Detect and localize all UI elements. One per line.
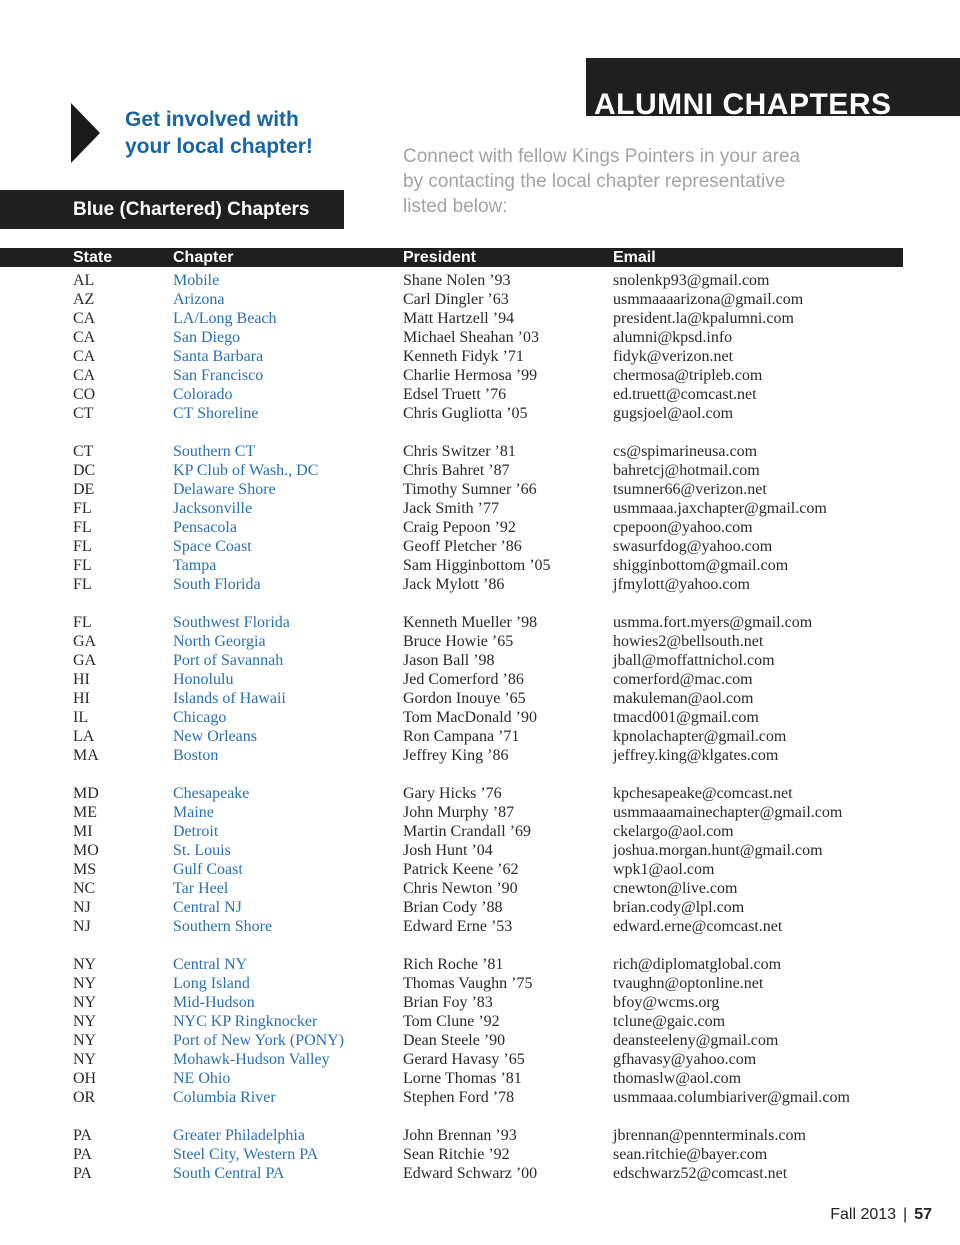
email-link[interactable]: wpk1@aol.com: [613, 861, 715, 878]
state-cell: HI: [73, 671, 90, 688]
email-link[interactable]: makuleman@aol.com: [613, 690, 754, 707]
chapter-link[interactable]: Colorado: [173, 386, 233, 403]
table-row: [0, 518, 960, 537]
email-link[interactable]: usmma.fort.myers@gmail.com: [613, 614, 813, 631]
table-row: [0, 1031, 960, 1050]
table-row: [0, 879, 960, 898]
state-cell: FL: [73, 538, 92, 555]
table-row: [0, 1145, 960, 1164]
table-row: [0, 328, 960, 347]
state-cell: PA: [73, 1146, 92, 1163]
state-cell: OH: [73, 1070, 97, 1087]
email-link[interactable]: usmmaaaarizona@gmail.com: [613, 291, 804, 308]
chapter-link[interactable]: Honolulu: [173, 671, 234, 688]
chapter-link[interactable]: KP Club of Wash., DC: [173, 462, 319, 479]
table-row: [0, 727, 960, 746]
chapter-link[interactable]: Chicago: [173, 709, 227, 726]
section-title: Blue (Chartered) Chapters: [73, 199, 310, 220]
state-cell: GA: [73, 652, 97, 669]
table-row: [0, 955, 960, 974]
chapter-group: [0, 613, 960, 765]
chapter-link[interactable]: Long Island: [173, 975, 250, 992]
state-cell: LA: [73, 728, 95, 745]
chapter-link[interactable]: Columbia River: [173, 1089, 276, 1106]
email-link[interactable]: fidyk@verizon.net: [613, 348, 734, 365]
chapter-link[interactable]: South Florida: [173, 576, 261, 593]
chapter-link[interactable]: Southern CT: [173, 443, 256, 460]
president-cell: Carl Dingler ’63: [403, 291, 509, 308]
chapter-link[interactable]: Mobile: [173, 272, 220, 289]
intro-line-1: Connect with fellow Kings Pointers in your area: [403, 146, 801, 167]
header-email: Email: [613, 249, 656, 266]
president-cell: Jeffrey King ’86: [403, 747, 509, 764]
intro-text: [403, 144, 883, 219]
email-link[interactable]: tvaughn@optonline.net: [613, 975, 764, 992]
chapter-link[interactable]: Southern Shore: [173, 918, 273, 935]
page-number: 57: [914, 1206, 932, 1223]
table-row: [0, 708, 960, 727]
state-cell: CA: [73, 310, 96, 327]
email-link[interactable]: usmmaaa.jaxchapter@gmail.com: [613, 500, 827, 517]
chapter-link[interactable]: Delaware Shore: [173, 481, 276, 498]
table-row: [0, 1164, 960, 1183]
state-cell: NY: [73, 975, 97, 992]
president-cell: Patrick Keene ’62: [403, 861, 519, 878]
president-cell: Jason Ball ’98: [403, 652, 495, 669]
table-row: [0, 1088, 960, 1107]
table-row: [0, 1126, 960, 1145]
email-link[interactable]: cnewton@live.com: [613, 880, 738, 897]
chapter-link[interactable]: North Georgia: [173, 633, 266, 650]
chapter-link[interactable]: Mid-Hudson: [173, 994, 255, 1011]
president-cell: Chris Bahret ’87: [403, 462, 510, 479]
president-cell: Josh Hunt ’04: [403, 842, 493, 859]
state-cell: DC: [73, 462, 96, 479]
table-row: [0, 613, 960, 632]
table-row: [0, 898, 960, 917]
email-link[interactable]: jeffrey.king@klgates.com: [613, 747, 779, 764]
email-link[interactable]: shigginbottom@gmail.com: [613, 557, 789, 574]
president-cell: Stephen Ford ’78: [403, 1089, 515, 1106]
president-cell: Craig Pepoon ’92: [403, 519, 516, 536]
chapter-link[interactable]: CT Shoreline: [173, 405, 259, 422]
table-row: [0, 822, 960, 841]
state-cell: NY: [73, 994, 97, 1011]
president-cell: Thomas Vaughn ’75: [403, 975, 533, 992]
table-row: [0, 746, 960, 765]
table-row: [0, 366, 960, 385]
email-link[interactable]: joshua.morgan.hunt@gmail.com: [613, 842, 823, 859]
email-link[interactable]: snolenkp93@gmail.com: [613, 272, 770, 289]
table-row: [0, 1050, 960, 1069]
state-cell: MA: [73, 747, 99, 764]
state-cell: IL: [73, 709, 89, 726]
state-cell: ME: [73, 804, 97, 821]
header-state: State: [73, 249, 113, 266]
section-banner: [0, 190, 344, 229]
email-link[interactable]: ed.truett@comcast.net: [613, 386, 757, 403]
president-cell: Edsel Truett ’76: [403, 386, 507, 403]
state-cell: NY: [73, 956, 97, 973]
president-cell: Tom Clune ’92: [403, 1013, 500, 1030]
chapter-link[interactable]: Chesapeake: [173, 785, 250, 802]
state-cell: NY: [73, 1013, 97, 1030]
president-cell: Gary Hicks ’76: [403, 785, 502, 802]
state-cell: CO: [73, 386, 96, 403]
table-row: [0, 385, 960, 404]
email-link[interactable]: gfhavasy@yahoo.com: [613, 1051, 757, 1068]
chapter-link[interactable]: Boston: [173, 747, 219, 764]
president-cell: Kenneth Mueller ’98: [403, 614, 538, 631]
chapter-link[interactable]: Central NY: [173, 956, 248, 973]
president-cell: Brian Cody ’88: [403, 899, 503, 916]
president-cell: Jack Smith ’77: [403, 500, 499, 517]
president-cell: Brian Foy ’83: [403, 994, 493, 1011]
email-link[interactable]: deansteeleny@gmail.com: [613, 1032, 779, 1049]
state-cell: CA: [73, 367, 96, 384]
state-cell: FL: [73, 519, 92, 536]
table-row: [0, 480, 960, 499]
email-link[interactable]: swasurfdog@yahoo.com: [613, 538, 773, 555]
table-row: [0, 271, 960, 290]
chapter-group: [0, 1126, 960, 1183]
chapter-link[interactable]: New Orleans: [173, 728, 257, 745]
president-cell: Matt Hartzell ’94: [403, 310, 515, 327]
chapter-link[interactable]: St. Louis: [173, 842, 231, 859]
table-row: [0, 404, 960, 423]
chapter-link[interactable]: Mohawk-Hudson Valley: [173, 1051, 330, 1068]
president-cell: Rich Roche ’81: [403, 956, 504, 973]
table-row: [0, 784, 960, 803]
email-link[interactable]: tmacd001@gmail.com: [613, 709, 759, 726]
president-cell: Edward Schwarz ’00: [403, 1165, 538, 1182]
state-cell: MD: [73, 785, 99, 802]
chapter-group: [0, 271, 960, 423]
chevron-right-icon: [71, 103, 100, 163]
intro-line-2: by contacting the local chapter representative: [403, 171, 786, 192]
chapter-group: [0, 955, 960, 1107]
email-link[interactable]: kpchesapeake@comcast.net: [613, 785, 793, 802]
email-link[interactable]: comerford@mac.com: [613, 671, 753, 688]
state-cell: CT: [73, 443, 94, 460]
president-cell: Gordon Inouye ’65: [403, 690, 526, 707]
state-cell: MO: [73, 842, 99, 859]
president-cell: Dean Steele ’90: [403, 1032, 506, 1049]
table-row: [0, 575, 960, 594]
state-cell: MI: [73, 823, 93, 840]
president-cell: Jed Comerford ’86: [403, 671, 524, 688]
state-cell: CT: [73, 405, 94, 422]
state-cell: OR: [73, 1089, 96, 1106]
chapter-link[interactable]: Tar Heel: [173, 880, 229, 897]
email-link[interactable]: edschwarz52@comcast.net: [613, 1165, 788, 1182]
state-cell: DE: [73, 481, 95, 498]
president-cell: Chris Switzer ’81: [403, 443, 516, 460]
table-row: [0, 974, 960, 993]
chapter-link[interactable]: San Diego: [173, 329, 241, 346]
table-row: [0, 632, 960, 651]
intro-line-3: listed below:: [403, 196, 508, 217]
page-title-bar: [586, 58, 960, 116]
email-link[interactable]: sean.ritchie@bayer.com: [613, 1146, 768, 1163]
tagline-line-2: your local chapter!: [125, 135, 313, 158]
table-row: [0, 651, 960, 670]
president-cell: Chris Gugliotta ’05: [403, 405, 528, 422]
email-link[interactable]: bahretcj@hotmail.com: [613, 462, 760, 479]
state-cell: PA: [73, 1127, 92, 1144]
chapter-link[interactable]: South Central PA: [173, 1165, 285, 1182]
email-link[interactable]: alumni@kpsd.info: [613, 329, 733, 346]
state-cell: NY: [73, 1051, 97, 1068]
president-cell: Lorne Thomas ’81: [403, 1070, 522, 1087]
state-cell: NJ: [73, 918, 91, 935]
chapter-link[interactable]: Port of New York (PONY): [173, 1032, 345, 1049]
chapter-link[interactable]: Arizona: [173, 291, 225, 308]
state-cell: NC: [73, 880, 96, 897]
email-link[interactable]: tclune@gaic.com: [613, 1013, 726, 1030]
header-chapter: Chapter: [173, 249, 234, 266]
table-row: [0, 556, 960, 575]
president-cell: Edward Erne ’53: [403, 918, 513, 935]
table-row: [0, 1069, 960, 1088]
president-cell: Sean Ritchie ’92: [403, 1146, 510, 1163]
chapter-link[interactable]: Greater Philadelphia: [173, 1127, 305, 1144]
state-cell: NY: [73, 1032, 97, 1049]
chapter-group: [0, 442, 960, 594]
email-link[interactable]: usmmaaa.columbiariver@gmail.com: [613, 1089, 850, 1106]
president-cell: Jack Mylott ’86: [403, 576, 505, 593]
state-cell: CA: [73, 348, 96, 365]
table-row: [0, 689, 960, 708]
president-cell: Shane Nolen ’93: [403, 272, 511, 289]
chapter-link[interactable]: Gulf Coast: [173, 861, 243, 878]
state-cell: HI: [73, 690, 90, 707]
email-link[interactable]: kpnolachapter@gmail.com: [613, 728, 787, 745]
chapter-link[interactable]: Southwest Florida: [173, 614, 290, 631]
email-link[interactable]: chermosa@tripleb.com: [613, 367, 763, 384]
chapter-link[interactable]: LA/Long Beach: [173, 310, 277, 327]
chapter-link[interactable]: San Francisco: [173, 367, 264, 384]
email-link[interactable]: cs@spimarineusa.com: [613, 443, 758, 460]
email-link[interactable]: usmmaaamainechapter@gmail.com: [613, 804, 843, 821]
table-row: [0, 1012, 960, 1031]
email-link[interactable]: edward.erne@comcast.net: [613, 918, 783, 935]
table-row: [0, 461, 960, 480]
table-row: [0, 290, 960, 309]
email-link[interactable]: bfoy@wcms.org: [613, 994, 720, 1011]
table-row: [0, 309, 960, 328]
table-row: [0, 442, 960, 461]
chapter-link[interactable]: Port of Savannah: [173, 652, 284, 669]
email-link[interactable]: brian.cody@lpl.com: [613, 899, 745, 916]
chapter-link[interactable]: Space Coast: [173, 538, 252, 555]
chapter-link[interactable]: Islands of Hawaii: [173, 690, 286, 707]
president-cell: Ron Campana ’71: [403, 728, 520, 745]
email-link[interactable]: gugsjoel@aol.com: [613, 405, 734, 422]
state-cell: FL: [73, 500, 92, 517]
tagline-line-1: Get involved with: [125, 108, 299, 131]
table-row: [0, 499, 960, 518]
table-row: [0, 670, 960, 689]
president-cell: John Murphy ’87: [403, 804, 515, 821]
president-cell: Michael Sheahan ’03: [403, 329, 539, 346]
email-link[interactable]: thomaslw@aol.com: [613, 1070, 742, 1087]
header-president: President: [403, 249, 476, 266]
state-cell: FL: [73, 576, 92, 593]
table-row: [0, 537, 960, 556]
chapter-link[interactable]: Central NJ: [173, 899, 242, 916]
state-cell: GA: [73, 633, 97, 650]
chapter-link[interactable]: NE Ohio: [173, 1070, 231, 1087]
email-link[interactable]: rich@diplomatglobal.com: [613, 956, 782, 973]
state-cell: FL: [73, 614, 92, 631]
table-row: [0, 841, 960, 860]
chapter-link[interactable]: Pensacola: [173, 519, 237, 536]
email-link[interactable]: ckelargo@aol.com: [613, 823, 734, 840]
table-row: [0, 993, 960, 1012]
president-cell: Tom MacDonald ’90: [403, 709, 537, 726]
state-cell: FL: [73, 557, 92, 574]
president-cell: Gerard Havasy ’65: [403, 1051, 525, 1068]
state-cell: AL: [73, 272, 95, 289]
president-cell: Sam Higginbottom ’05: [403, 557, 551, 574]
email-link[interactable]: jfmylott@yahoo.com: [613, 576, 750, 593]
president-cell: John Brennan ’93: [403, 1127, 517, 1144]
chapter-link[interactable]: Steel City, Western PA: [173, 1146, 319, 1163]
tagline: [125, 106, 313, 160]
email-link[interactable]: howies2@bellsouth.net: [613, 633, 764, 650]
state-cell: NJ: [73, 899, 91, 916]
table-row: [0, 347, 960, 366]
president-cell: Geoff Pletcher ’86: [403, 538, 522, 555]
page-footer: [830, 1206, 932, 1224]
chapter-link[interactable]: NYC KP Ringknocker: [173, 1013, 318, 1030]
state-cell: PA: [73, 1165, 92, 1182]
table-header: [0, 248, 903, 267]
table-row: [0, 860, 960, 879]
email-link[interactable]: president.la@kpalumni.com: [613, 310, 794, 327]
president-cell: Martin Crandall ’69: [403, 823, 531, 840]
chapter-group: [0, 784, 960, 936]
president-cell: Chris Newton ’90: [403, 880, 518, 897]
table-row: [0, 803, 960, 822]
president-cell: Kenneth Fidyk ’71: [403, 348, 524, 365]
chapter-link[interactable]: Santa Barbara: [173, 348, 264, 365]
footer-separator: |: [903, 1206, 908, 1223]
chapter-link[interactable]: Detroit: [173, 823, 219, 840]
state-cell: MS: [73, 861, 97, 878]
page-title: ALUMNI CHAPTERS: [594, 88, 892, 116]
issue-label: Fall 2013: [830, 1206, 897, 1223]
chapter-link[interactable]: Jacksonville: [173, 500, 253, 517]
president-cell: Charlie Hermosa ’99: [403, 367, 538, 384]
chapters-table: [0, 271, 960, 1202]
email-link[interactable]: cpepoon@yahoo.com: [613, 519, 753, 536]
state-cell: CA: [73, 329, 96, 346]
president-cell: Timothy Sumner ’66: [403, 481, 537, 498]
chapter-link[interactable]: Maine: [173, 804, 214, 821]
president-cell: Bruce Howie ’65: [403, 633, 514, 650]
state-cell: AZ: [73, 291, 95, 308]
table-row: [0, 917, 960, 936]
email-link[interactable]: jbrennan@pennterminals.com: [613, 1127, 806, 1144]
email-link[interactable]: jball@moffattnichol.com: [613, 652, 775, 669]
chapter-link[interactable]: Tampa: [173, 557, 217, 574]
email-link[interactable]: tsumner66@verizon.net: [613, 481, 767, 498]
